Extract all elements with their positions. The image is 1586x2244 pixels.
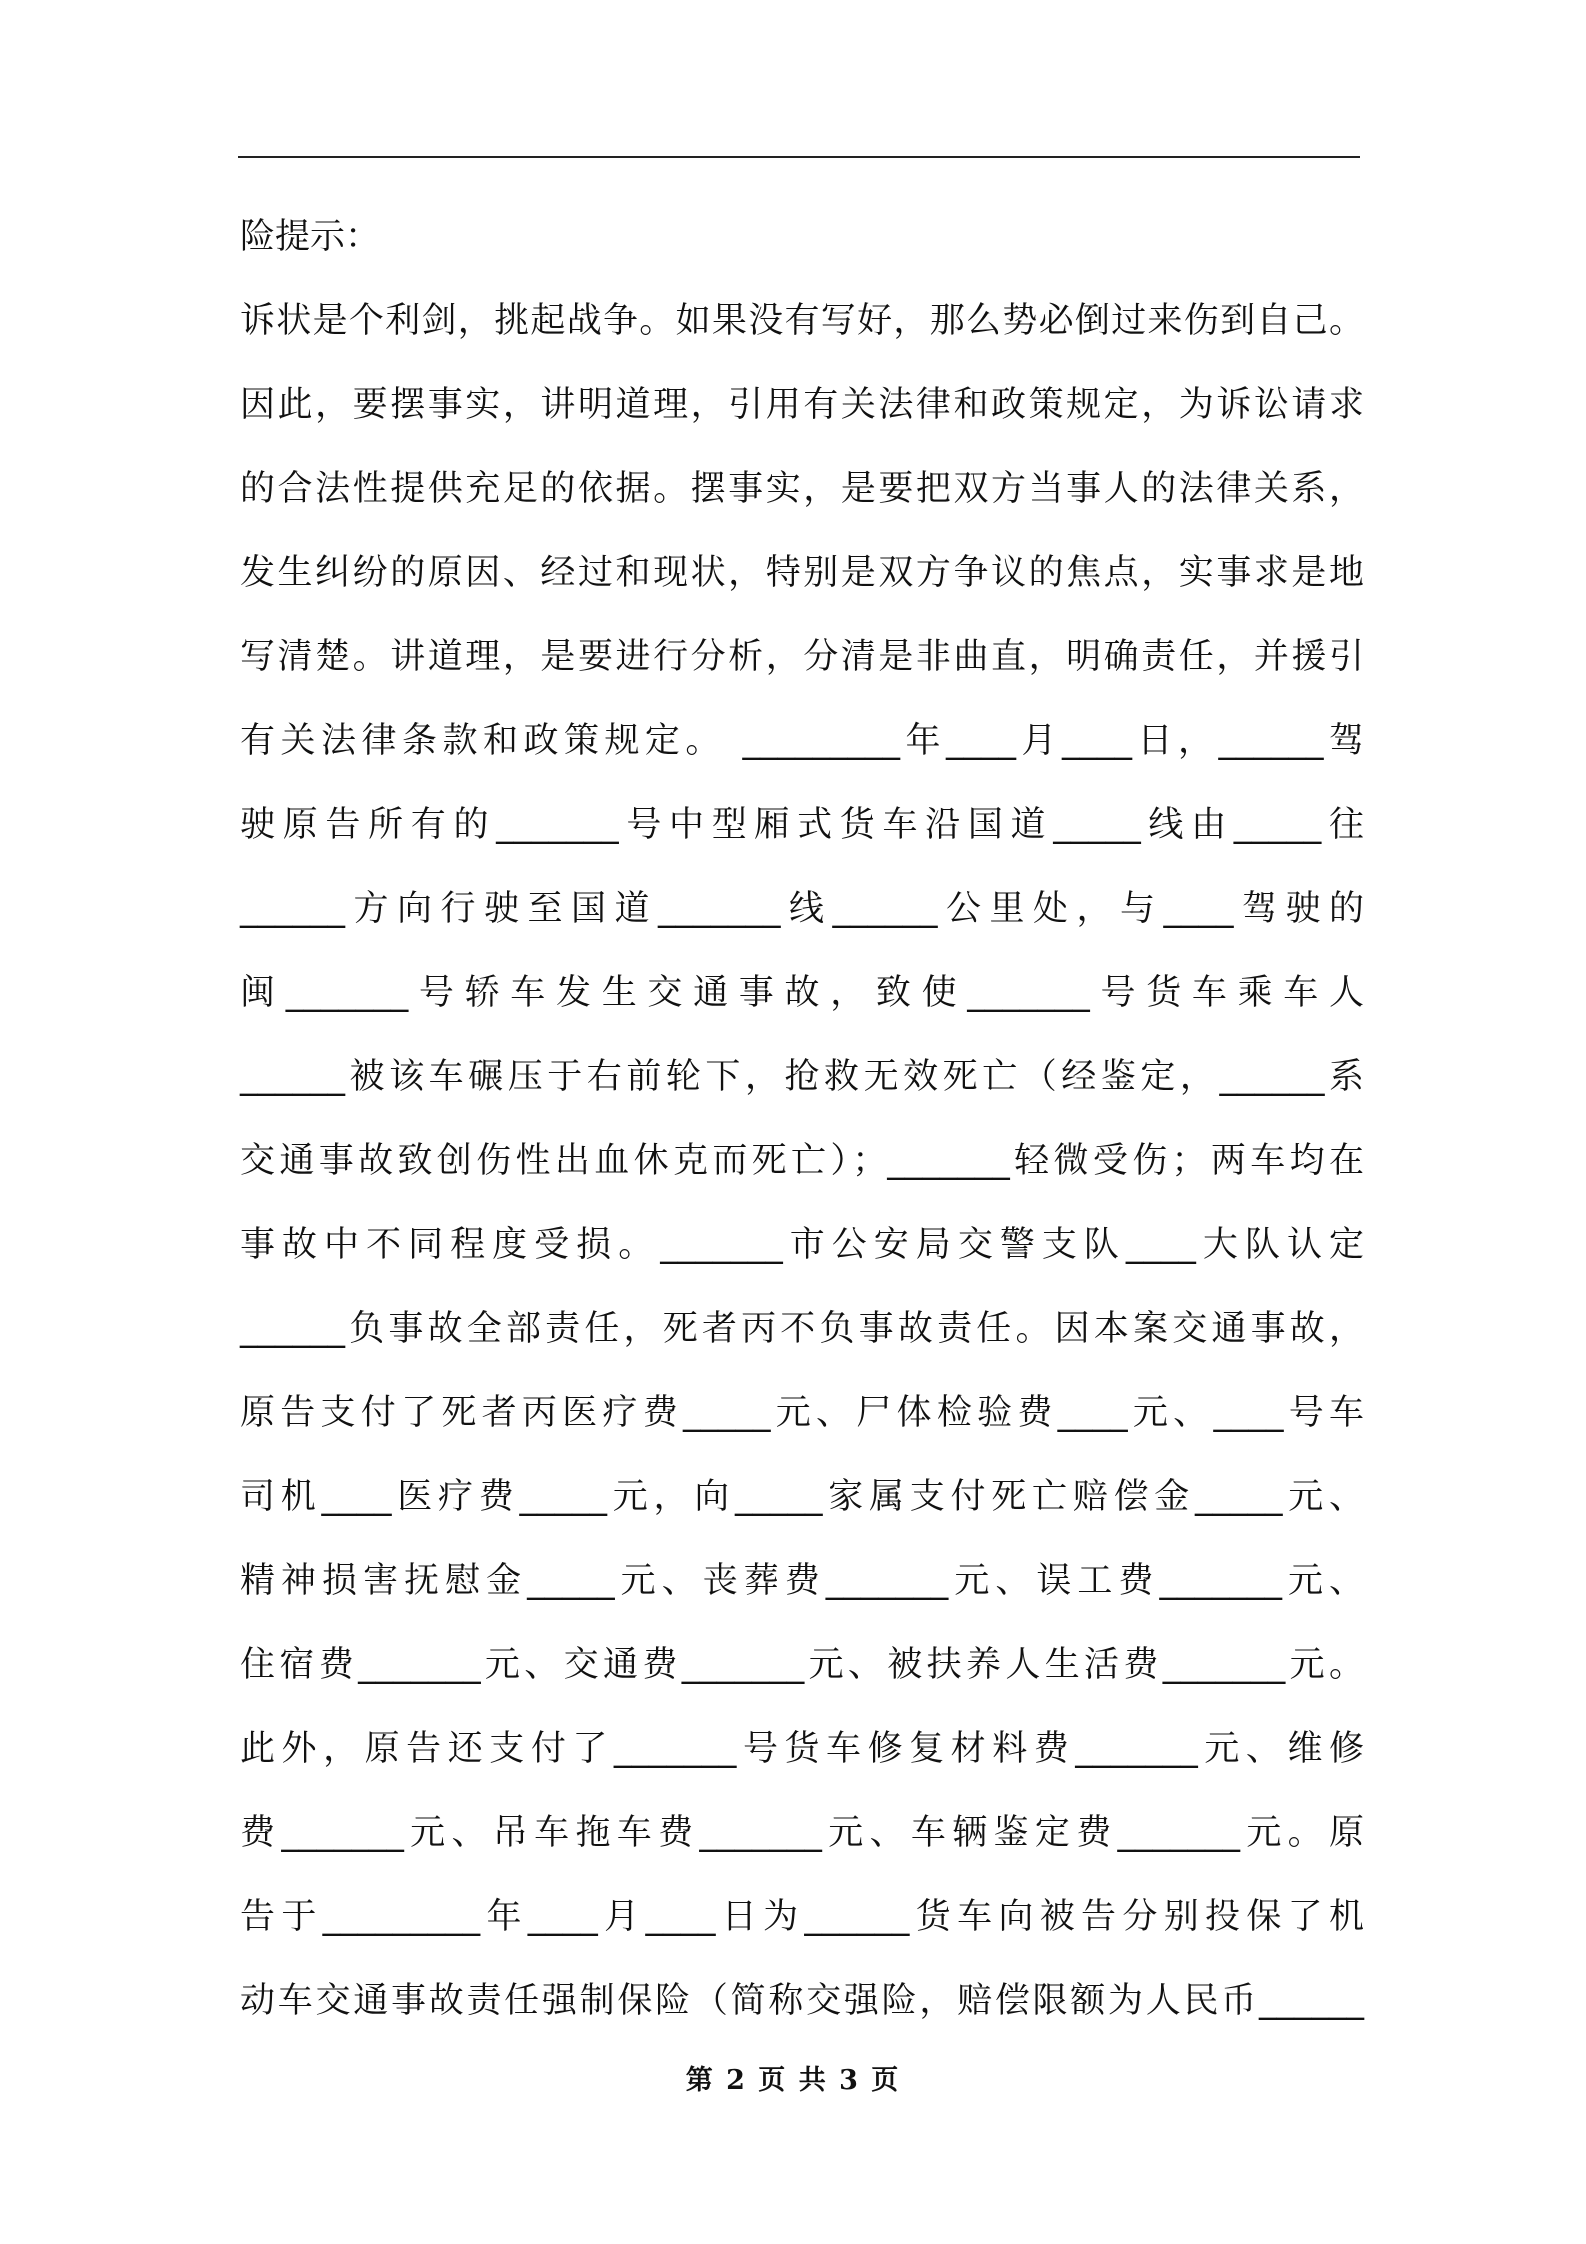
text-line: 费_______元、吊车拖车费_______元、车辆鉴定费_______元。原	[240, 1813, 1364, 1853]
text-line: 有关法律条款和政策规定。 _________年____月____日，______驾	[240, 721, 1364, 761]
text-line: 险提示：	[240, 217, 381, 257]
text-line: 写清楚。讲道理，是要进行分析，分清是非曲直，明确责任，并援引	[240, 637, 1364, 677]
text-line: 发生纠纷的原因、经过和现状，特别是双方争议的焦点，实事求是地	[240, 553, 1364, 593]
body-text	[240, 195, 1364, 2043]
text-line: 因此，要摆事实，讲明道理，引用有关法律和政策规定，为诉讼请求	[240, 385, 1364, 425]
text-line: 告于_________年____月____日为______货车向被告分别投保了机	[240, 1897, 1364, 1937]
text-line: 驶原告所有的_______号中型厢式货车沿国道_____线由_____往	[240, 805, 1364, 845]
text-line: 此外，原告还支付了_______号货车修复材料费_______元、维修	[240, 1729, 1364, 1769]
header-rule	[238, 156, 1360, 158]
text-line: ______负事故全部责任，死者丙不负事故责任。因本案交通事故，	[240, 1309, 1364, 1349]
page-number: 第 2 页 共 3 页	[685, 2065, 901, 2096]
text-line: ______被该车碾压于右前轮下，抢救无效死亡（经鉴定，______系	[240, 1057, 1364, 1097]
text-line: 诉状是个利剑，挑起战争。如果没有写好，那么势必倒过来伤到自己。	[240, 301, 1364, 341]
text-line: 闽_______号轿车发生交通事故，致使_______号货车乘车人	[240, 973, 1364, 1013]
text-line: ______方向行驶至国道_______线______公里处，与____驾驶的	[240, 889, 1364, 929]
text-line: 的合法性提供充足的依据。摆事实，是要把双方当事人的法律关系，	[240, 469, 1364, 509]
text-line: 事故中不同程度受损。_______市公安局交警支队____大队认定	[240, 1225, 1364, 1265]
text-line: 交通事故致创伤性出血休克而死亡）；_______轻微受伤；两车均在	[240, 1141, 1364, 1181]
text-line: 动车交通事故责任强制保险（简称交强险，赔偿限额为人民币______	[240, 1981, 1364, 2021]
text-line: 原告支付了死者丙医疗费_____元、尸体检验费____元、____号车	[240, 1393, 1364, 1433]
text-line: 精神损害抚慰金_____元、丧葬费_______元、误工费_______元、	[240, 1561, 1364, 1601]
text-line: 住宿费_______元、交通费_______元、被扶养人生活费_______元。	[240, 1645, 1364, 1685]
text-line: 司机____医疗费_____元，向_____家属支付死亡赔偿金_____元、	[240, 1477, 1364, 1517]
